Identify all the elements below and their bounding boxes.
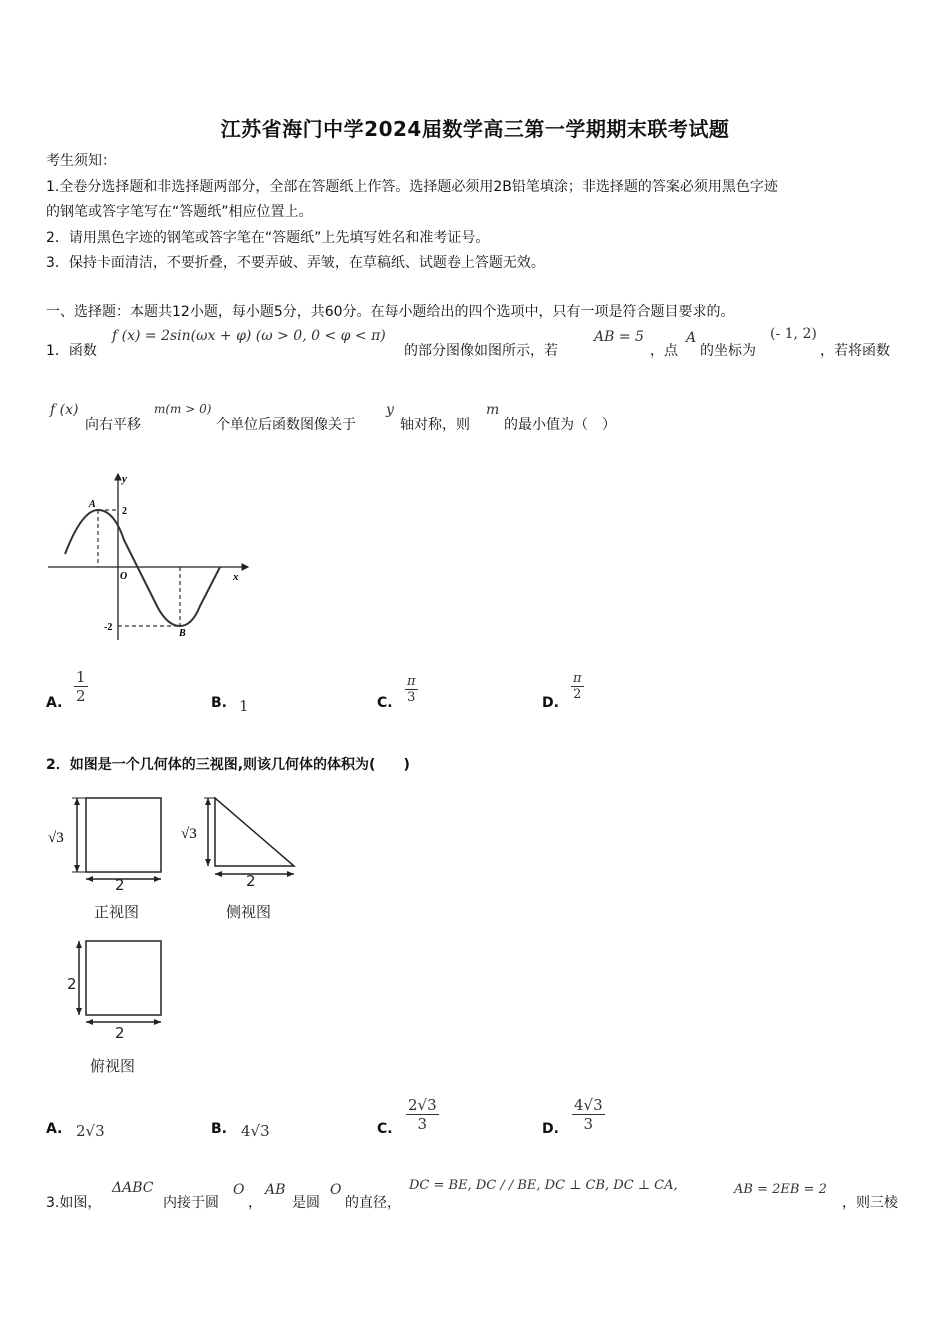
- notice-line-1a: 1.全卷分选择题和非选择题两部分，全部在答题纸上作答。选择题必须用2B铅笔填涂；非选择题的答案必须用黑色字迹: [46, 179, 778, 195]
- graph-point-a-label: A: [89, 499, 96, 510]
- q1-coordinate: (- 1, 2): [770, 326, 817, 342]
- q3-equation: AB = 2EB = 2: [734, 1182, 827, 1197]
- graph-y-label: y: [122, 473, 127, 485]
- page-title: 江苏省海门中学2024届数学高三第一学期期末联考试题: [220, 117, 730, 141]
- q1-sine-graph: [40, 468, 255, 643]
- q1-point-a: A: [686, 330, 697, 346]
- graph-point-b-label: B: [179, 628, 186, 639]
- q3-text-2: ，: [248, 1195, 262, 1211]
- q3-circle-o-2: O: [330, 1182, 342, 1198]
- front-view-caption: 正视图: [94, 903, 140, 921]
- notice-line-2: 2．请用黑色字迹的钢笔或答字笔在“答题纸”上先填写姓名和准考证号。: [46, 230, 490, 246]
- q3-prefix: 3.如图，: [46, 1195, 102, 1211]
- graph-tick-negative: -2: [104, 622, 113, 633]
- q3-text-5: ，则三棱: [842, 1195, 898, 1211]
- q1-option-c-label: C.: [377, 695, 393, 711]
- q1-y: y: [386, 402, 394, 418]
- q2-option-a-label: A.: [46, 1121, 63, 1137]
- q2-option-b-label: B.: [211, 1121, 227, 1137]
- q1-option-b-label: B.: [211, 695, 227, 711]
- graph-tick-positive: 2: [122, 506, 127, 517]
- notice-line-1b: 的钢笔或答字笔写在“答题纸”相应位置上。: [46, 204, 313, 220]
- notice-line-3: 3．保持卡面清洁，不要折叠，不要弄破、弄皱，在草稿纸、试题卷上答题无效。: [46, 255, 545, 271]
- front-height-label: √3: [48, 830, 64, 846]
- q3-conditions: DC = BE, DC / / BE, DC ⊥ CB, DC ⊥ CA,: [409, 1178, 678, 1193]
- q1-m: m: [486, 402, 500, 418]
- q3-text-4: 的直径，: [345, 1195, 401, 1211]
- q1-option-b-value: 1: [239, 697, 249, 715]
- graph-x-label: x: [233, 571, 239, 583]
- q2-option-c-value: $\frac{2√3}{3}$: [408, 1096, 437, 1133]
- q3-circle-o-1: O: [233, 1182, 245, 1198]
- q1-option-d-label: D.: [542, 695, 559, 711]
- q1-text-5: 向右平移: [85, 417, 141, 433]
- q2-top-view: [66, 934, 171, 1029]
- top-width-label: 2: [115, 1024, 125, 1042]
- graph-origin-label: O: [120, 571, 128, 582]
- side-width-label: 2: [246, 872, 256, 890]
- q1-fx: f (x): [50, 402, 79, 418]
- q2-option-c-label: C.: [377, 1121, 393, 1137]
- q1-option-a-value: $\frac{1}{2}$: [76, 668, 86, 705]
- q2-side-view: [178, 790, 298, 885]
- front-view-square: [86, 798, 161, 872]
- q1-option-c-value: $\frac{\pi}{3}$: [407, 674, 416, 705]
- q1-text-7: 轴对称，则: [400, 417, 470, 433]
- top-height-label: 2: [67, 975, 77, 993]
- q2-option-b-value: 4√3: [241, 1122, 270, 1140]
- notice-heading: 考生须知：: [46, 153, 116, 169]
- q1-text-4: ，若将函数: [820, 343, 890, 359]
- top-view-square: [86, 941, 161, 1015]
- q1-text-6: 个单位后函数图像关于: [216, 417, 356, 433]
- q1-m-condition: m(m > 0): [154, 402, 212, 416]
- q2-text: 2．如图是一个几何体的三视图,则该几何体的体积为( ): [46, 757, 410, 773]
- q3-text-1: 内接于圆: [163, 1195, 219, 1211]
- q1-text-3: 的坐标为: [700, 343, 756, 359]
- q1-text-2: ，点: [650, 343, 678, 359]
- front-width-label: 2: [115, 876, 125, 894]
- q2-option-a-value: 2√3: [76, 1122, 105, 1140]
- q1-function: f (x) = 2sin(ωx + φ) (ω > 0, 0 < φ < π): [112, 328, 386, 344]
- sine-curve: [65, 510, 220, 626]
- q2-option-d-label: D.: [542, 1121, 559, 1137]
- q3-triangle: ΔABC: [112, 1180, 154, 1196]
- side-height-label: √3: [181, 826, 197, 842]
- q3-ab: AB: [265, 1182, 286, 1198]
- top-view-caption: 俯视图: [90, 1057, 136, 1075]
- q2-option-d-value: $\frac{4√3}{3}$: [574, 1096, 603, 1133]
- side-view-triangle: [215, 798, 294, 866]
- q1-option-a-label: A.: [46, 695, 63, 711]
- q1-option-d-value: $\frac{\pi}{2}$: [573, 671, 582, 702]
- q2-front-view: [46, 790, 171, 890]
- q1-text-1: 的部分图像如图所示，若: [404, 343, 558, 359]
- q1-prefix: 1．函数: [46, 343, 97, 359]
- q1-ab-length: AB = 5: [594, 329, 644, 345]
- q3-text-3: 是圆: [292, 1195, 320, 1211]
- q1-text-8: 的最小值为（ ）: [504, 417, 616, 433]
- side-view-caption: 侧视图: [226, 903, 272, 921]
- section-heading: 一、选择题：本题共12小题，每小题5分，共60分。在每小题给出的四个选项中，只有一项是符合题目要求的。: [46, 304, 735, 320]
